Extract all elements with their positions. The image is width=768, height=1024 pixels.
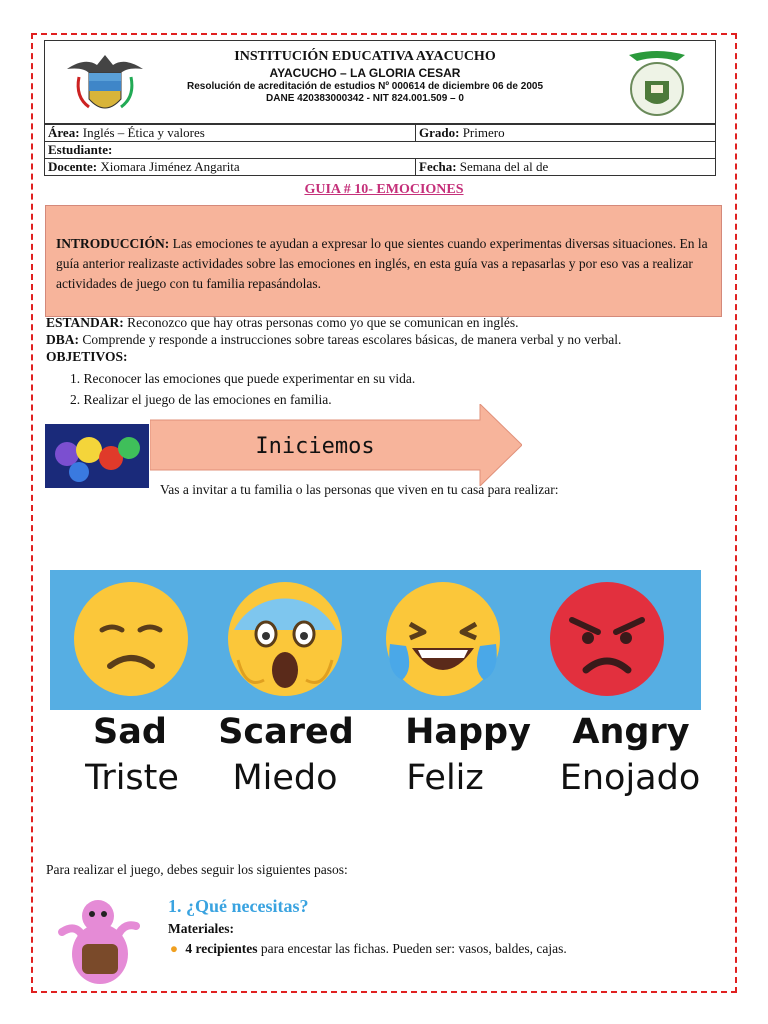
resolution-text: Resolución de acreditación de estudios Nº 000614 de diciembre 06 de 2005 xyxy=(186,81,544,92)
standards-section: ESTANDAR: Reconozco que hay otras personas como yo que se comunican en inglés. DBA: Comprende y responde a instrucciones sobre tareas escolares básicas, de manera verbal y no verbal. OBJETIVOS: xyxy=(46,315,622,364)
angry-face-icon xyxy=(548,580,666,698)
dba-text: Comprende y responde a instrucciones sobre tareas escolares básicas, de manera verbal y no verbal. xyxy=(79,332,622,347)
emotion-es-triste: Triste xyxy=(85,758,179,798)
emotion-en-angry: Angry xyxy=(572,712,690,752)
emotion-es-feliz: Feliz xyxy=(406,758,484,798)
list-item: 1. Reconocer las emociones que puede experimentar en su vida. xyxy=(70,371,416,386)
materials-item: ● 4 recipientes para encestar las fichas. Pueden ser: vasos, baldes, cajas. xyxy=(166,941,567,957)
intro-label: INTRODUCCIÓN: xyxy=(56,236,170,251)
steps-intro-text: Para realizar el juego, debes seguir los siguientes pasos: xyxy=(46,862,348,877)
intro-text: Las emociones te ayudan a expresar lo que sientes cuando experimentas diversas situaciones. En la guía anterior realizaste actividades sobre las emociones en inglés, en esta guía vas a repasarlas y por eso vas a realizar actividades de juego con tu familia repasándolas. xyxy=(56,236,708,291)
dane-nit-text: DANE 420383000342 - NIT 824.001.509 – 0 xyxy=(266,93,464,104)
grado-value: Primero xyxy=(459,125,505,140)
iniciemos-label: Iniciemos xyxy=(255,434,375,459)
page-border xyxy=(31,33,737,993)
scared-face-icon xyxy=(226,580,344,698)
invitation-text: Vas a invitar a tu familia o las personas que viven en tu casa para realizar: xyxy=(160,482,559,497)
materials-label: Materiales: xyxy=(168,921,234,936)
estandar-text: Reconozco que hay otras personas como yo que se comunican en inglés. xyxy=(123,315,519,330)
institution-location: AYACUCHO – LA GLORIA CESAR xyxy=(269,66,461,80)
guide-title: GUIA # 10- EMOCIONES xyxy=(304,182,464,197)
fecha-value: Semana del al de xyxy=(456,159,549,174)
docente-value: Xiomara Jiménez Angarita xyxy=(97,159,240,174)
school-header xyxy=(44,40,716,124)
sad-face-icon xyxy=(72,580,190,698)
area-value: Inglés – Ética y valores xyxy=(79,125,205,140)
emotion-en-happy: Happy xyxy=(405,712,531,752)
list-item: 2. Realizar el juego de las emociones en familia. xyxy=(70,392,332,407)
emotion-en-sad: Sad xyxy=(93,712,167,752)
school-crest-icon xyxy=(621,47,693,119)
objetivos-label: OBJETIVOS: xyxy=(46,349,128,364)
student-info-table: Área: Inglés – Ética y valores Grado: Primero Estudiante: Docente: Xiomara Jiménez Angarita Fecha: Semana del al de xyxy=(44,124,716,176)
bing-bong-character-image xyxy=(48,892,150,988)
ball-bullet-icon: ● xyxy=(169,941,179,956)
emotion-en-scared: Scared xyxy=(218,712,354,752)
laughing-face-icon xyxy=(384,580,502,698)
introduction-box xyxy=(45,205,722,317)
emotion-es-enojado: Enojado xyxy=(559,758,701,798)
emotion-es-miedo: Miedo xyxy=(232,758,338,798)
step-1-title: 1. ¿Qué necesitas? xyxy=(168,896,309,916)
inside-out-characters-image xyxy=(45,424,149,488)
estudiante-label: Estudiante: xyxy=(48,142,113,157)
institution-name: INSTITUCIÓN EDUCATIVA AYACUCHO xyxy=(234,49,496,64)
colombia-coat-of-arms-icon xyxy=(65,47,145,119)
